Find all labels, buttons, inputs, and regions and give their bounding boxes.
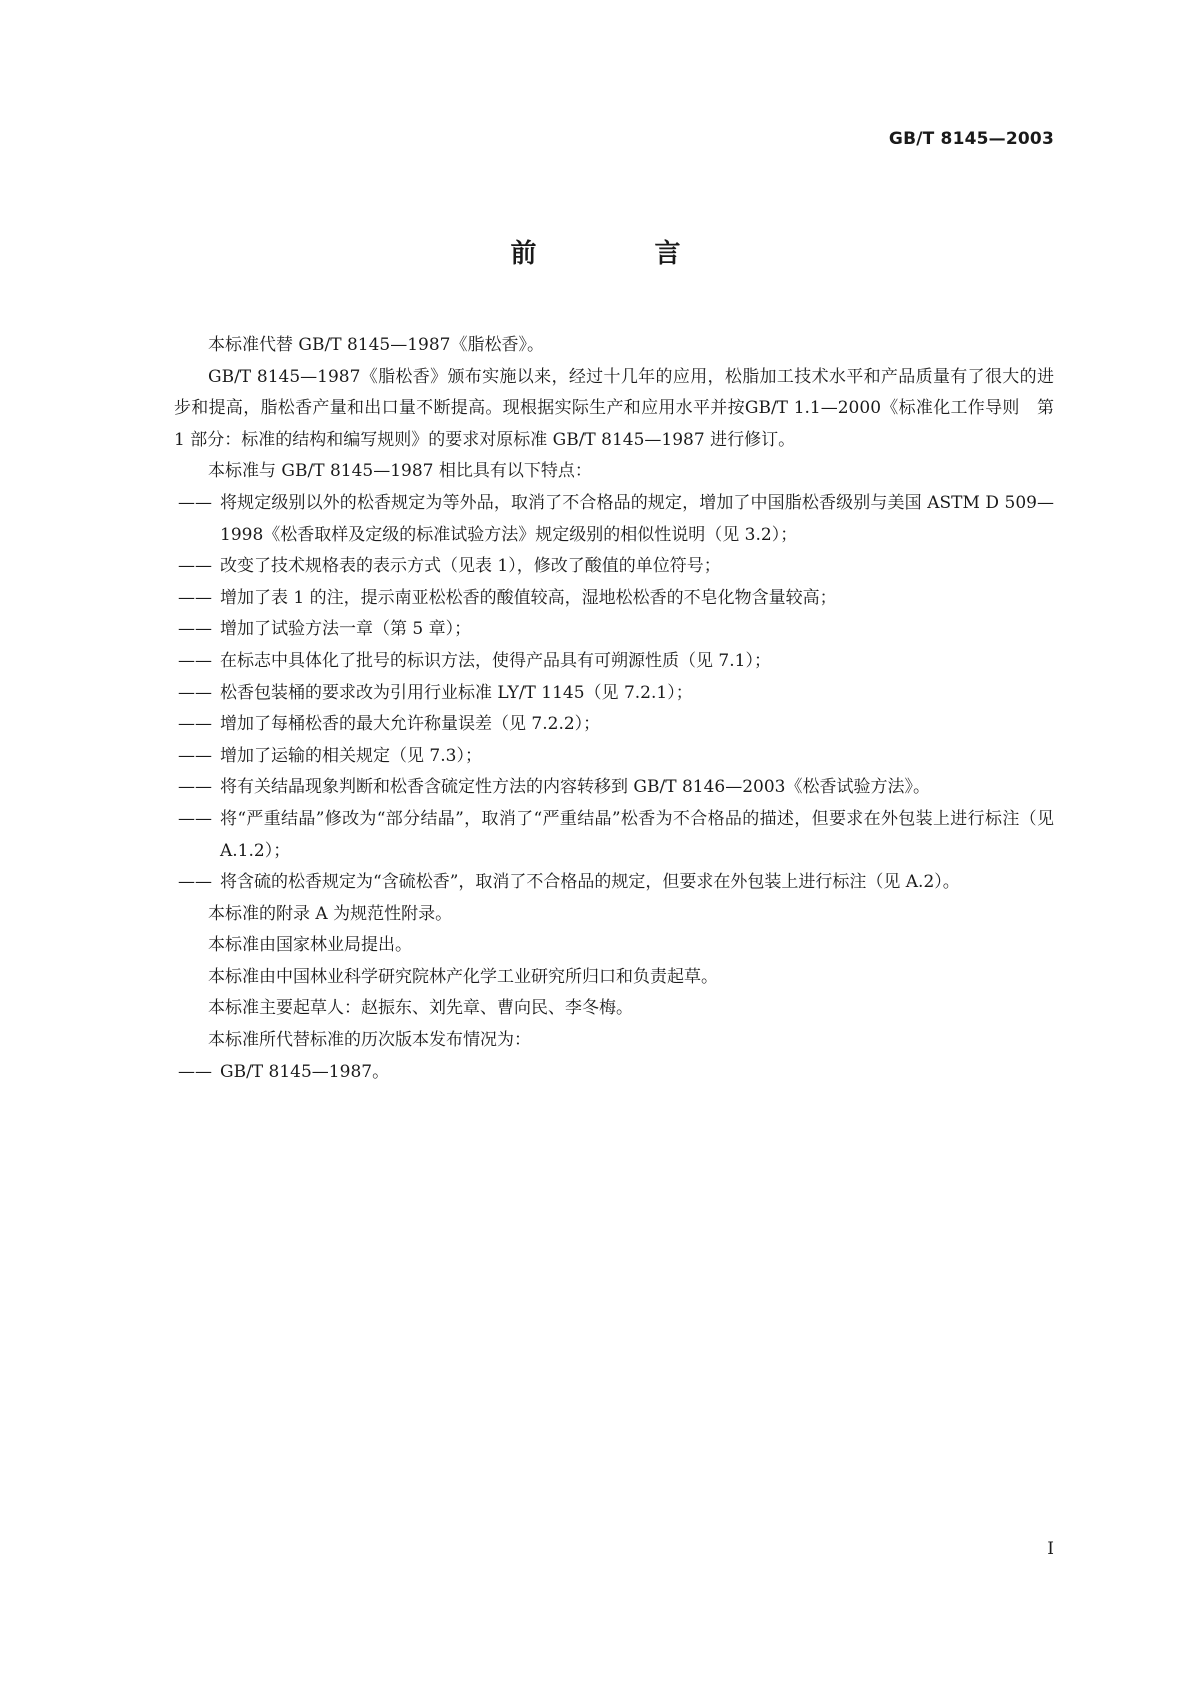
- standard-number: GB/T 8145—2003: [888, 129, 1054, 149]
- foreword-body: [174, 330, 1054, 1088]
- history-item-text: GB/T 8145—1987。: [220, 1061, 390, 1082]
- list-item: [174, 551, 1054, 583]
- dash-marker: ——: [178, 619, 212, 640]
- list-item: [174, 741, 1054, 773]
- list-item-text: 在标志中具体化了批号的标识方法，使得产品具有可朔源性质（见 7.1）；: [220, 650, 771, 671]
- paragraph: 本标准主要起草人：赵振东、刘先章、曹向民、李冬梅。: [208, 998, 633, 1019]
- list-item: [174, 772, 1054, 804]
- dash-marker: ——: [178, 556, 212, 577]
- dash-marker: ——: [178, 682, 212, 703]
- paragraph: 本标准由中国林业科学研究院林产化学工业研究所归口和负责起草。: [208, 966, 718, 987]
- paragraph: 本标准由国家林业局提出。: [208, 935, 412, 956]
- page-number: I: [1047, 1539, 1054, 1559]
- list-item: [174, 583, 1054, 615]
- list-item: [174, 804, 1054, 867]
- paragraph: 本标准所代替标准的历次版本发布情况为：: [208, 1030, 531, 1051]
- list-item-text: 增加了表 1 的注，提示南亚松松香的酸值较高，湿地松松香的不皂化物含量较高；: [220, 587, 837, 608]
- list-item: [174, 867, 1054, 899]
- list-item: [174, 488, 1054, 551]
- list-item-text: 增加了运输的相关规定（见 7.3）；: [220, 745, 482, 766]
- list-item: [174, 678, 1054, 710]
- list-item: [174, 614, 1054, 646]
- dash-marker: ——: [178, 808, 212, 829]
- list-item-text: 将“严重结晶”修改为“部分结晶”，取消了“严重结晶”松香为不合格品的描述，但要求在外包装上进行标注（见 A.1.2）；: [220, 808, 1054, 861]
- list-item-text: 将含硫的松香规定为“含硫松香”，取消了不合格品的规定，但要求在外包装上进行标注（见 A.2）。: [220, 872, 960, 893]
- dash-marker: ——: [178, 492, 212, 513]
- dash-marker: ——: [178, 1061, 212, 1082]
- dash-marker: ——: [178, 745, 212, 766]
- dash-marker: ——: [178, 650, 212, 671]
- dash-marker: ——: [178, 777, 212, 798]
- list-item-text: 将有关结晶现象判断和松香含硫定性方法的内容转移到 GB/T 8146—2003《松香试验方法》。: [220, 777, 930, 798]
- page-title: 前 言: [510, 239, 727, 269]
- paragraph: 本标准代替 GB/T 8145—1987《脂松香》。: [208, 335, 544, 355]
- list-item-text: 将规定级别以外的松香规定为等外品，取消了不合格品的规定，增加了中国脂松香级别与美国 ASTM D 509—1998《松香取样及定级的标准试验方法》规定级别的相似性说明（见 3.2）；: [220, 492, 1054, 545]
- history-item: [174, 1057, 1054, 1089]
- paragraph: 本标准与 GB/T 8145—1987 相比具有以下特点：: [208, 461, 592, 482]
- dash-marker: ——: [178, 587, 212, 608]
- paragraph: GB/T 8145—1987《脂松香》颁布实施以来，经过十几年的应用，松脂加工技术水平和产品质量有了很大的进步和提高，脂松香产量和出口量不断提高。现根据实际生产和应用水平并按GB/T 1.1—2000《标准化工作导则 第 1 部分：标准的结构和编写规则》的要求对原标准 GB/T 8145—1987 进行修订。: [174, 366, 1054, 450]
- list-item-text: 改变了技术规格表的表示方式（见表 1），修改了酸值的单位符号；: [220, 556, 721, 577]
- list-item-text: 增加了试验方法一章（第 5 章）；: [220, 619, 472, 640]
- dash-marker: ——: [178, 714, 212, 735]
- list-item: [174, 646, 1054, 678]
- list-item-text: 松香包装桶的要求改为引用行业标准 LY/T 1145（见 7.2.1）；: [220, 682, 693, 703]
- list-item: [174, 709, 1054, 741]
- list-item-text: 增加了每桶松香的最大允许称量误差（见 7.2.2）；: [220, 714, 601, 735]
- paragraph: 本标准的附录 A 为规范性附录。: [208, 903, 453, 924]
- dash-marker: ——: [178, 872, 212, 893]
